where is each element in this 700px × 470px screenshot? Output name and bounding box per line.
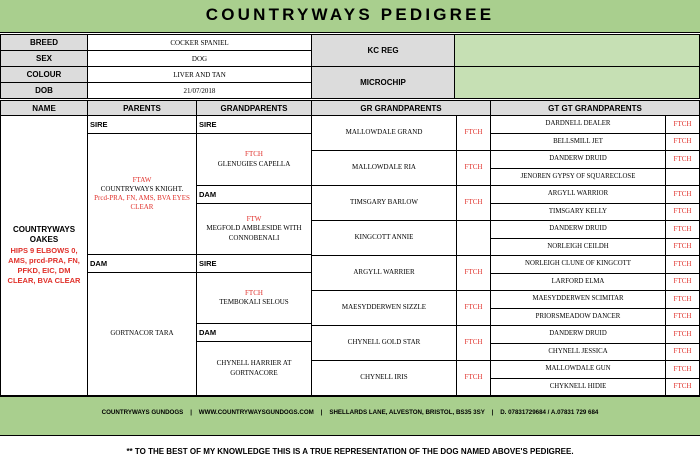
gp1-title: FTCH <box>245 150 263 159</box>
gt-gt-grandparent-title: FTCH <box>665 343 700 361</box>
gt-gt-grandparent-title: FTCH <box>665 185 700 204</box>
microchip-label: MICROCHIP <box>311 66 455 99</box>
dog-health: HIPS 9 ELBOWS 0, AMS, prcd-PRA, FN, PFKD, EIC, DM CLEAR, BVA CLEAR <box>7 245 81 286</box>
gp3-title: FTCH <box>245 288 263 297</box>
gr-grandparent-name-text: ARGYLL WARRIER <box>353 268 415 277</box>
gr-grandparent-title: FTCH <box>456 185 491 221</box>
col-header-parents: PARENTS <box>87 100 197 116</box>
gr-grandparent-name-text: MALLOWDALE RIA <box>352 163 416 172</box>
gt-gt-grandparent-title: FTCH <box>665 308 700 326</box>
gt-gt-grandparent-title: FTCH <box>665 203 700 221</box>
disclaimer: ** TO THE BEST OF MY KNOWLEDGE THIS IS A TRUE REPRESENTATION OF THE DOG NAMED ABOVE'S PEDIGREE. <box>126 447 574 456</box>
kc-reg-value <box>454 34 700 67</box>
sire-name: COUNTRYWAYS KNIGHT. <box>100 184 184 193</box>
dog-name-line2: OAKES <box>29 235 59 245</box>
gp4-name: CHYNELL HARRIER AT GORTNACORE <box>216 359 292 377</box>
parent-dam-tag: DAM <box>87 254 197 273</box>
grandparent-3 <box>196 272 312 324</box>
gr-grandparent-name-text: MALLOWDALE GRAND <box>345 128 423 137</box>
gt-gt-grandparent-title: FTCH <box>665 238 700 256</box>
gt-gt-grandparent-name: CHYNELL JESSICA <box>490 343 666 361</box>
gp1-tag: SIRE <box>196 115 312 134</box>
gp3-tag: SIRE <box>196 254 312 273</box>
footer-contact: COUNTRYWAYS GUNDOGS | WWW.COUNTRYWAYSGUNDOGS.COM | SHELLARDS LANE, ALVESTON, BRISTOL, BS35 3SY | D. 07831729684 / A.07831 729 684 <box>101 409 599 416</box>
sire-cell <box>87 133 197 255</box>
dam-name: GORTNACOR TARA <box>110 329 174 338</box>
sex-label: SEX <box>0 50 88 67</box>
col-header-grandparents: GRANDPARENTS <box>196 100 312 116</box>
gt-gt-grandparent-title <box>665 168 700 186</box>
gr-grandparent-name <box>311 360 457 396</box>
gp2-title: FTW <box>246 215 262 224</box>
gt-gt-grandparent-name: CHYKNELL HIDIE <box>490 378 666 396</box>
gr-grandparent-name <box>311 115 457 151</box>
page-title: COUNTRYWAYS PEDIGREE <box>205 5 495 24</box>
gt-gt-grandparent-name: ARGYLL WARRIOR <box>490 185 666 204</box>
gr-grandparent-name <box>311 150 457 186</box>
dog-cell <box>0 115 88 396</box>
sire-title: FTAW <box>132 175 152 184</box>
gt-gt-grandparent-title: FTCH <box>665 325 700 344</box>
col-header-gr-grandparents: GR GRANDPARENTS <box>311 100 491 116</box>
gr-grandparent-name-text: MAESYDDERWEN SIZZLE <box>341 303 427 312</box>
microchip-value <box>454 66 700 99</box>
gt-gt-grandparent-name: DANDERW DRUID <box>490 150 666 169</box>
gr-grandparent-title: FTCH <box>456 360 491 396</box>
gr-grandparent-name-text: CHYNELL GOLD STAR <box>347 338 421 347</box>
gt-gt-grandparent-title: FTCH <box>665 150 700 169</box>
col-header-gt-gt-grandparents: GT GT GRANDPARENTS <box>490 100 700 116</box>
gt-gt-grandparent-title: FTCH <box>665 255 700 274</box>
gt-gt-grandparent-name: MAESYDDERWEN SCIMITAR <box>490 290 666 309</box>
gt-gt-grandparent-title: FTCH <box>665 290 700 309</box>
gr-grandparent-title: FTCH <box>456 325 491 361</box>
grandparent-2 <box>196 203 312 255</box>
gr-grandparent-title: FTCH <box>456 290 491 326</box>
dog-name-line1: COUNTRYWAYS <box>12 224 76 234</box>
gp2-name: MEGFOLD AMBLESIDE WITH CONNOBENALI <box>206 224 302 242</box>
gr-grandparent-name <box>311 290 457 326</box>
gr-grandparent-name <box>311 220 457 256</box>
dam-cell <box>87 272 197 396</box>
gt-gt-grandparent-title: FTCH <box>665 273 700 291</box>
gr-grandparent-name-text: CHYNELL IRIS <box>360 373 408 382</box>
colour-value: LIVER AND TAN <box>87 66 312 83</box>
gt-gt-grandparent-name: DANDERW DRUID <box>490 325 666 344</box>
sex-value: DOG <box>87 50 312 67</box>
gr-grandparent-name-text: KINGCOTT ANNIE <box>354 233 414 242</box>
gt-gt-grandparent-name: DARDNELL DEALER <box>490 115 666 134</box>
gr-grandparent-name <box>311 255 457 291</box>
gt-gt-grandparent-name: MALLOWDALE GUN <box>490 360 666 379</box>
gt-gt-grandparent-name: PRIORSMEADOW DANCER <box>490 308 666 326</box>
grandparent-1 <box>196 133 312 186</box>
dob-label: DOB <box>0 82 88 99</box>
colour-label: COLOUR <box>0 66 88 83</box>
col-header-name: NAME <box>0 100 88 116</box>
gr-grandparent-name-text: TIMSGARY BARLOW <box>350 198 418 207</box>
gp4-tag: DAM <box>196 323 312 342</box>
gt-gt-grandparent-name: DANDERW DRUID <box>490 220 666 239</box>
breed-label: BREED <box>0 34 88 51</box>
gt-gt-grandparent-name: BELLSMILL JET <box>490 133 666 151</box>
gt-gt-grandparent-name: JENOREN GYPSY OF SQUARECLOSE <box>490 168 666 186</box>
gt-gt-grandparent-title: FTCH <box>665 133 700 151</box>
gt-gt-grandparent-name: NORLEIGH CLUNE OF KINGCOTT <box>490 255 666 274</box>
breed-value: COCKER SPANIEL <box>87 34 312 51</box>
grandparent-4 <box>196 341 312 396</box>
gp3-name: TEMBOKALI SELOUS <box>219 298 289 306</box>
parent-sire-tag: SIRE <box>87 115 197 134</box>
gt-gt-grandparent-name: NORLEIGH CEILDH <box>490 238 666 256</box>
gt-gt-grandparent-name: TIMSGARY KELLY <box>490 203 666 221</box>
gr-grandparent-title: FTCH <box>456 255 491 291</box>
gr-grandparent-name <box>311 325 457 361</box>
gt-gt-grandparent-title: FTCH <box>665 115 700 134</box>
gr-grandparent-name <box>311 185 457 221</box>
gt-gt-grandparent-title: FTCH <box>665 360 700 379</box>
gt-gt-grandparent-title: FTCH <box>665 220 700 239</box>
gt-gt-grandparent-title: FTCH <box>665 378 700 396</box>
gp2-tag: DAM <box>196 185 312 204</box>
gr-grandparent-title: FTCH <box>456 150 491 186</box>
kc-reg-label: KC REG <box>311 34 455 67</box>
footer-bar <box>0 396 700 436</box>
dob-value: 21/07/2018 <box>87 82 312 99</box>
sire-health: Prcd-PRA, FN, AMS, BVA EYES CLEAR <box>94 194 190 212</box>
gp1-name: GLENUGIES CAPELLA <box>217 159 291 168</box>
gt-gt-grandparent-name: LARFORD ELMA <box>490 273 666 291</box>
gr-grandparent-title: FTCH <box>456 115 491 151</box>
gr-grandparent-title <box>456 220 491 256</box>
